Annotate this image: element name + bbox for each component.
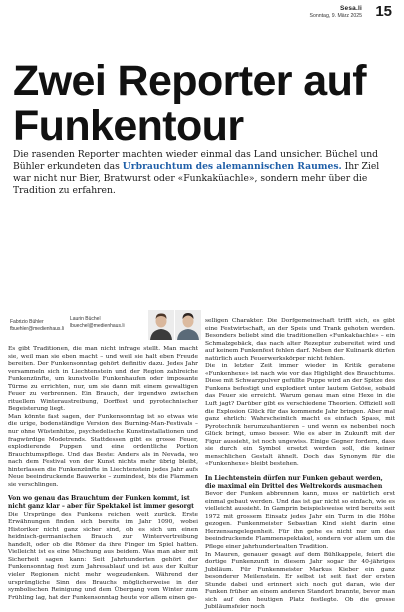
author-2 (70, 316, 125, 329)
author-email: lbuechel@medienhaus.li (70, 322, 125, 329)
lead-text-2: Ihr Ziel war nicht nur Bier, Bratwurst oder «Funkaküachle», sondern mehr über die Tradition zu erfahren. (13, 161, 380, 196)
paragraph: Man könnte fast sagen, der Funkensonntag ist so etwas wie die urige, bodenständige Version des Burning-Man-Festivals – nur ohne Wüstenhitze, psychedelische Kunstinstallationen und fragwürdige Modetrends. Stattdessen gibt es grosse Feuer, explodierende Puppen und eine ordentliche Portion Brauchtumspflege. Und das Beste: Anders als in Nevada, wo nach dem Festival von der Kunst nichts mehr übrig bleibt, hinterlassen die Funkenzünfte in Liechtenstein jedes Jahr aufs Neue beeindruckende Bauwerke – zumindest, bis die Flammen sie verschlingen. (8, 413, 198, 488)
author-photo (148, 310, 174, 340)
author-name: Laurin Büchel (70, 316, 101, 322)
paragraph: Bevor der Funken abbrennen kann, muss er natürlich erst einmal gebaut werden. Und das ist gar nicht so einfach, wie es vielleicht aussieht. In Gamprin beispielsweise wird bereits seit 1972 mit grossem Einsatz jedes Jahr ein Turm in die Höhe gezogen. Funkenmeister Sebastian Kind sieht darin eine Herzensangelegenheit. Für ihn gehe es nicht nur um das beeindruckende Flammenspektakel, sondern vor allem um die Pflege einer jahrhundertealten Tradition. (205, 491, 395, 550)
publication-info (310, 5, 363, 19)
paragraph: In Mauren, genauer gesagt auf dem Bühlkappele, feiert die dortige Funkenzunft in diesem Jahr sogar ihr 40-jähriges Jubiläum. Für Funkenmeister Markus Kieber ein ganz besonderer Meilenstein. Er selbst ist seit fast der ersten Stunde dabei und erinnert sich noch gut daran, wie der Funken früher an einem anderen Standort brannte, bevor man sich auf den heutigen Platz festlegte. Ob die grosse Jubiläumsfeier noch (205, 551, 395, 611)
article-lead (13, 149, 393, 197)
publication-brand: Sesa.li (340, 5, 362, 12)
publication-date: Sonntag, 9. März 2025 (309, 13, 362, 19)
page-number: 15 (375, 3, 392, 20)
author-name: Fabrizio Bühler (10, 319, 44, 325)
author-email: fbuehler@medienhaus.li (10, 325, 64, 332)
paragraph: Die Ursprünge des Funkens reichen weit zurück. Erste Erwähnungen finden sich bereits im Jahr 1090, wobei Historiker nicht ganz sicher sind, ob es sich um einen heidnisch-germanischen Brauch zur Wintervertreibung handelt, oder ob die Römer da ihre Finger im Spiel hatten. Vielleicht ist es eine Mischung aus beidem. Was man aber mit Sicherheit sagen kann: Seit Jahrhunderten gehört der Funkensonntag fest zum Jahresablauf und ist aus der Kultur vieler Regionen nicht mehr wegzudenken. Während der ursprüngliche Sinn des Brauchs möglicherweise in der symbolischen Reinigung und dem Übergang vom Winter zum Frühling lag, hat der Funkensonntag heute vor allem einen ge- (8, 511, 198, 601)
lead-highlight: Urbrauchtum des alemannischen Raumes. (122, 161, 342, 172)
subheading: In Liechtenstein dürfen nur Funken gebaut werden, die maximal ein Drittel des Weltrekords ausmachen (205, 474, 383, 490)
author-1 (10, 319, 64, 332)
paragraph: selligen Charakter. Die Dorfgemeinschaft trifft sich, es gibt eine Festwirtschaft, an der Speis und Trank gehoten werden. Besonders beliebt sind die traditionellen «Funkaküachle» – ein Schmalzgebäck, das nach alter Rezeptur zubereitet wird und auf keinem Funkenfest fehlen darf. Neben der Kulinarik dürfen natürlich auch Feuerwerkskörper nicht fehlen. (205, 318, 395, 362)
author-photo (175, 310, 201, 340)
paragraph: Die in letzter Zeit immer wieder in Kritik geratene «Funkenhexe» ist nach wie vor das Highlight des Brauchtums. Diese mit Schwarzpulver gefüllte Puppe wird an der Spitze des Funkens befestigt und explodiert unter lautem Getöse, sobald das Feuer sie erreicht. Warum genau man eine Hexe in die Luft jagt? Darüber gibt es verschiedene Theorien. Offiziell soll die Explosion Glück für das kommende Jahr bringen. Aber mal ganz ehrlich: Wahrscheinlich macht es einfach Spass, mit Pyrotechnik herumzuhantieren – und wenn es nebenbei noch Glück bringt, umso besser. Wie es aber in Zukunft mit der Figur aussieht, ist noch ungewiss. Einige Gegner fordern, dass sie durch ein Symbol ersetzt werden soll, die keiner menschlichen Gestalt ähnelt. Doch das Synonym für die «Funkenhexe» bleibt bestehen. (205, 363, 395, 468)
article-column-right (205, 318, 395, 612)
article-headline: Zwei Reporter auf Funkentour (13, 57, 366, 150)
subheading: Von wo genau das Brauchtum der Funken kommt, ist nicht ganz klar – aber für Spektakel ist immer gesorgt (8, 495, 194, 510)
author-photos (148, 310, 202, 340)
page-header (0, 0, 404, 50)
article-column-left (8, 346, 198, 602)
lead-text-1: Die rasenden Reporter machten wieder einmal das Land unsicher. Büchel und Bühler erkundeten das (13, 149, 379, 172)
paragraph: Es gibt Traditionen, die man nicht infrage stellt. Man macht sie, weil man sie eben macht – und weil sie halt eben Freude bereiten. Der Funkensonntag gehört definitiv dazu. Jedes Jahr versammeln sich in Liechtenstein und der Region zahlreiche Funkenzünfte, um kunstvolle Funkenhaufen oder imposante Türme zu errichten, nur, um sie dann mit einem gewaltigen Feuer zu verbrennen. Ein Brauch, der irgendwo zwischen rituellem Winteraustreibung, Dorffest und pyrotechnischer Begeisterung liegt. (8, 346, 198, 413)
